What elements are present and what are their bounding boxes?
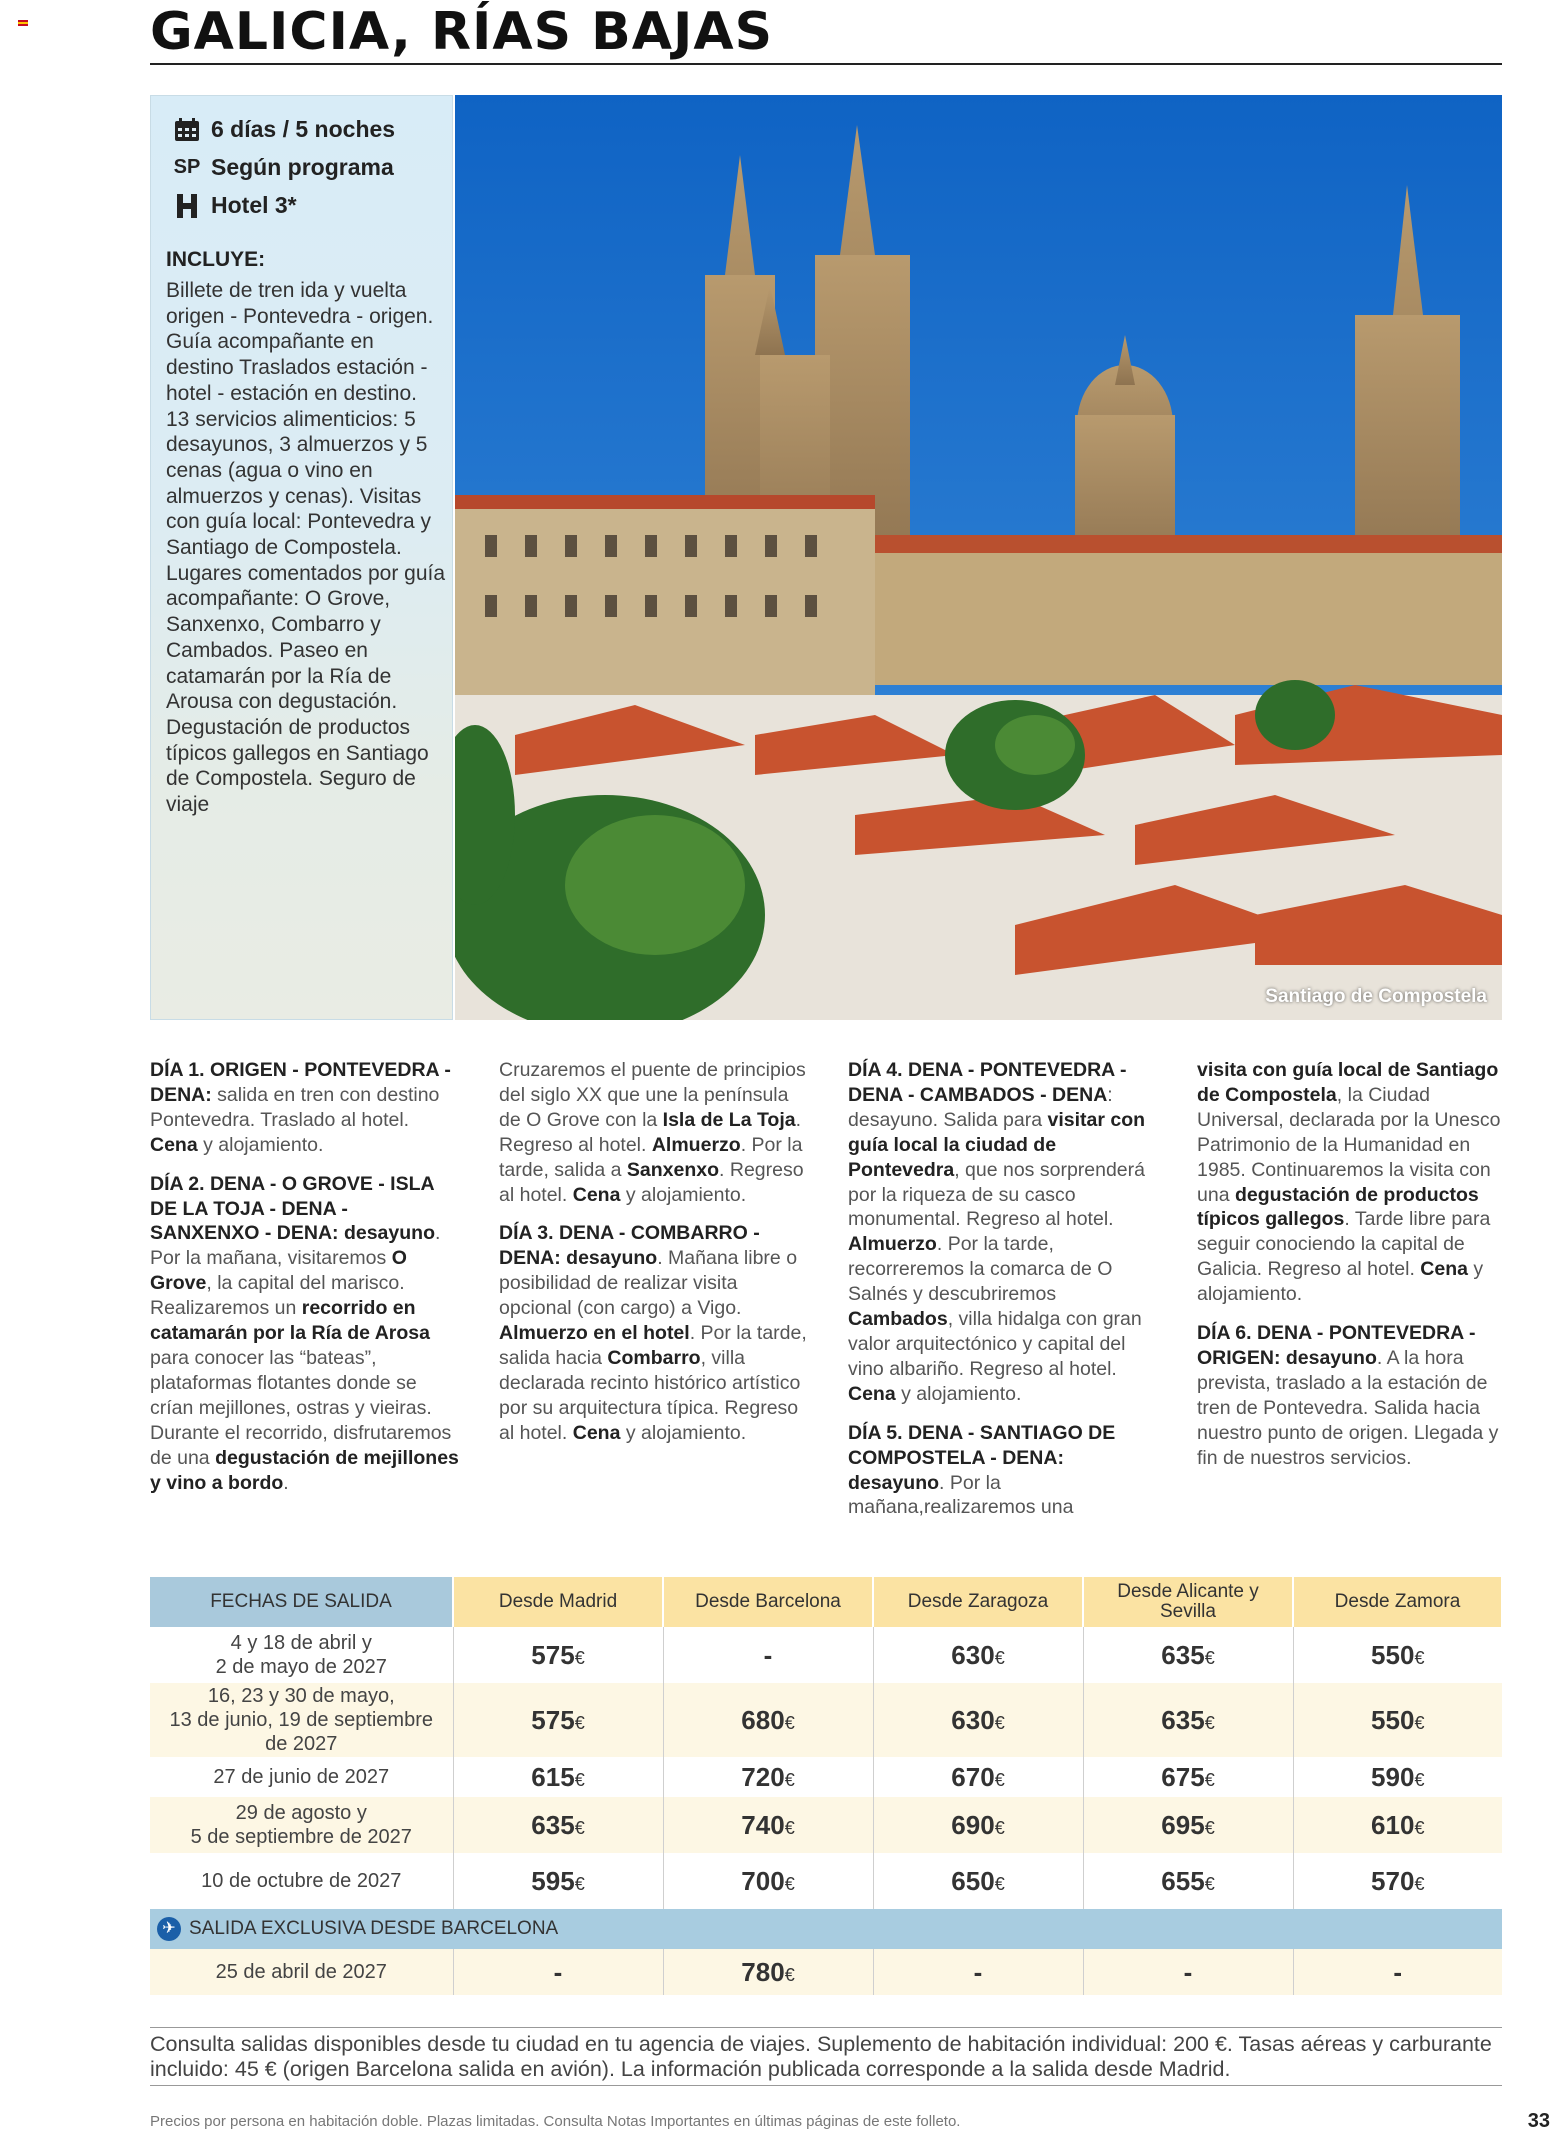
day-1-bold: Cena bbox=[150, 1133, 198, 1156]
currency-symbol: € bbox=[784, 1964, 795, 1985]
header-zamora: Desde Zamora bbox=[1293, 1577, 1502, 1627]
departure-date: 27 de junio de 2027 bbox=[150, 1757, 453, 1797]
day-4-bold: Almuerzo bbox=[848, 1233, 937, 1256]
currency-symbol: € bbox=[1414, 1712, 1425, 1733]
includes-text: Billete de tren ida y vuelta origen - Pontevedra - origen. Guía acompañante en destino Traslados estación - hotel - estación en destino. 13 servicios alimenticios: 5 desayunos, 3 almuerzos y 5 cenas (agua o vino en almuerzos y cenas). Visitas con guía local: Pontevedra y Santiago de Compostela. Lugares comentados por guía acompañante: O Grove, Sanxenxo, Combarro y Cambados. Paseo en catamarán por la Ría de Arousa con degustación. Degustación de productos típicos gallegos en Santiago de Compostela. Seguro de viaje bbox=[166, 279, 446, 817]
day-2-text: Cruzaremos el puente de principios del siglo XX que une la península de O Grove con la bbox=[499, 1059, 806, 1131]
currency-symbol: € bbox=[574, 1647, 585, 1668]
hotel-icon bbox=[173, 193, 201, 219]
itinerary-col-2 bbox=[499, 1058, 811, 1460]
currency-symbol: € bbox=[994, 1712, 1005, 1733]
day-3-text: y alojamiento. bbox=[625, 1421, 747, 1444]
day-2-text: para conocer las “bateas”, plataformas flotantes donde se crían mejillones, ostras y vieiras. Durante el recorrido, disfrutaremos de una bbox=[150, 1346, 452, 1469]
currency-symbol: € bbox=[994, 1873, 1005, 1894]
price-row bbox=[150, 1949, 1502, 1995]
price-cell: 680€ bbox=[663, 1683, 873, 1757]
spec-hotel bbox=[173, 192, 297, 219]
day-5-text: y alojamiento. bbox=[1197, 1258, 1484, 1306]
price-row bbox=[150, 1853, 1502, 1909]
price-cell: 695€ bbox=[1083, 1797, 1293, 1853]
day-3-text: . Mañana libre o posibilidad de realizar visita opcional (con cargo) a Vigo. bbox=[499, 1247, 798, 1320]
currency-symbol: € bbox=[784, 1769, 795, 1790]
price-body bbox=[150, 1627, 1502, 1995]
day-2-text: y alojamiento. bbox=[625, 1183, 747, 1206]
itinerary-col-1 bbox=[150, 1058, 462, 1509]
currency-symbol: € bbox=[1414, 1769, 1425, 1790]
exclusive-departure-band bbox=[150, 1909, 1502, 1949]
page-number: 33 bbox=[1527, 2110, 1550, 2132]
price-row bbox=[150, 1683, 1502, 1757]
currency-symbol: € bbox=[574, 1712, 585, 1733]
currency-symbol: € bbox=[1204, 1712, 1215, 1733]
departure-date: 10 de octubre de 2027 bbox=[150, 1853, 453, 1909]
day-2-text: . Regreso al hotel. bbox=[499, 1108, 802, 1156]
departure-date: 16, 23 y 30 de mayo, 13 de junio, 19 de septiembre de 2027 bbox=[150, 1683, 453, 1757]
price-cell: 590€ bbox=[1371, 1761, 1425, 1792]
day-6-bold: : desayuno bbox=[1273, 1346, 1377, 1369]
price-cell: - bbox=[453, 1949, 663, 1995]
currency-symbol: € bbox=[1414, 1873, 1425, 1894]
departure-date: 29 de agosto y 5 de septiembre de 2027 bbox=[150, 1797, 453, 1853]
calendar-icon bbox=[173, 117, 201, 143]
day-3-bold: Cena bbox=[572, 1421, 621, 1444]
footnote: Precios por persona en habitación doble. Plazas limitadas. Consulta Notas Importantes en últimas páginas de este folleto. bbox=[150, 2113, 961, 2130]
price-cell: 675€ bbox=[1083, 1757, 1293, 1797]
price-row bbox=[150, 1627, 1502, 1683]
day-4-title: DÍA 4. DENA - PONTEVEDRA - DENA - CAMBADOS - DENA bbox=[848, 1059, 1127, 1106]
currency-symbol: € bbox=[1204, 1647, 1215, 1668]
day-5-title: DÍA 5. DENA - SANTIAGO DE COMPOSTELA - DENA: desayuno bbox=[848, 1421, 1116, 1494]
cathedral-photo bbox=[455, 95, 1502, 1020]
day-4-bold: visitar con guía local la ciudad de Pontevedra bbox=[848, 1108, 1146, 1181]
currency-symbol: € bbox=[994, 1647, 1005, 1668]
day-2-text: . Regreso al hotel. bbox=[499, 1158, 804, 1206]
price-cell: 575€ bbox=[453, 1683, 663, 1757]
currency-symbol: € bbox=[1414, 1647, 1425, 1668]
price-cell: - bbox=[1083, 1949, 1293, 1995]
price-cell: 670€ bbox=[873, 1757, 1083, 1797]
day-5-bold: degustación de productos típicos gallegos bbox=[1197, 1183, 1479, 1231]
flag-icon bbox=[18, 20, 28, 26]
currency-symbol: € bbox=[784, 1712, 795, 1733]
day-3-bold: Combarro bbox=[607, 1346, 701, 1369]
itinerary-col-4 bbox=[1197, 1058, 1509, 1485]
day-2-cont bbox=[499, 1058, 811, 1207]
price-cell: - bbox=[663, 1627, 873, 1683]
spec-label: 6 días / 5 noches bbox=[211, 116, 396, 142]
day-5-text: , la Ciudad Universal, declarada por la Unesco Patrimonio de la Humanidad en 1985. Continuaremos la visita con una bbox=[1197, 1083, 1501, 1206]
day-2-bold: Isla de La Toja bbox=[662, 1108, 796, 1131]
day-5 bbox=[848, 1421, 1160, 1521]
day-2-bold: Almuerzo bbox=[651, 1133, 741, 1156]
currency-symbol: € bbox=[1414, 1817, 1425, 1838]
currency-symbol: € bbox=[784, 1873, 795, 1894]
price-header-row bbox=[150, 1577, 1502, 1627]
day-5-text: . Por la mañana,realizaremos una bbox=[848, 1471, 1074, 1519]
day-5-bold: visita con guía local de Santiago de Compostela bbox=[1197, 1059, 1499, 1106]
price-cell: 720€ bbox=[663, 1757, 873, 1797]
day-4-text: , que nos sorprenderá por la riqueza de su casco monumental. Regreso al hotel. bbox=[848, 1158, 1145, 1231]
currency-symbol: € bbox=[574, 1873, 585, 1894]
price-cell: 575€ bbox=[453, 1627, 663, 1683]
price-cell: 630€ bbox=[873, 1627, 1083, 1683]
price-row bbox=[150, 1757, 1502, 1797]
header-barcelona: Desde Barcelona bbox=[663, 1577, 873, 1627]
price-cell: - bbox=[1293, 1949, 1502, 1995]
itinerary bbox=[150, 1058, 1502, 1548]
day-3-bold: Almuerzo en el hotel bbox=[499, 1322, 690, 1345]
plane-icon: ✈ bbox=[157, 1917, 181, 1941]
day-4-bold: Cena bbox=[848, 1382, 896, 1405]
day-1 bbox=[150, 1058, 462, 1158]
day-1-text-2: y alojamiento. bbox=[203, 1133, 324, 1156]
spec-label: Según programa bbox=[211, 154, 394, 180]
price-row bbox=[150, 1797, 1502, 1853]
day-5-cont bbox=[1197, 1058, 1509, 1307]
day-2-text: . Por la tarde, salida a bbox=[499, 1133, 803, 1181]
currency-symbol: € bbox=[994, 1817, 1005, 1838]
price-cell: 635€ bbox=[453, 1797, 663, 1853]
currency-symbol: € bbox=[574, 1817, 585, 1838]
departure-date: 4 y 18 de abril y 2 de mayo de 2027 bbox=[150, 1627, 453, 1683]
price-cell: - bbox=[873, 1949, 1083, 1995]
price-cell: 635€ bbox=[1083, 1627, 1293, 1683]
price-cell: 550€ bbox=[1293, 1683, 1502, 1757]
currency-symbol: € bbox=[1204, 1817, 1215, 1838]
day-2-bold: recorrido en catamarán por la Ría de Arosa bbox=[150, 1297, 430, 1345]
day-2-text: . Por la mañana, visitaremos bbox=[150, 1222, 441, 1270]
conditions-note: Consulta salidas disponibles desde tu ciudad en tu agencia de viajes. Suplemento de habitación individual: 200 €. Tasas aéreas y carburante incluido: 45 € (origen Barcelona salida en avión). La información publicada corresponde a la salida desde Madrid. bbox=[150, 2027, 1502, 2086]
day-3-title: DÍA 3. DENA - COMBARRO - DENA: bbox=[499, 1222, 760, 1270]
day-4-text: : desayuno. Salida para bbox=[848, 1083, 1113, 1131]
day-2-bold: desayuno bbox=[343, 1222, 435, 1245]
price-table bbox=[150, 1577, 1503, 1995]
price-cell: 615€ bbox=[453, 1757, 663, 1797]
day-2-text: . bbox=[283, 1471, 289, 1494]
day-5-bold: Cena bbox=[1420, 1258, 1468, 1281]
day-3 bbox=[499, 1221, 811, 1445]
day-3-bold: desayuno bbox=[566, 1247, 658, 1270]
photo-caption: Santiago de Compostela bbox=[1265, 986, 1487, 1007]
itinerary-col-3 bbox=[848, 1058, 1160, 1534]
day-4-text: , villa hidalga con gran valor arquitectónico y capital del vino albariño. Regreso al hotel. bbox=[848, 1308, 1142, 1380]
price-cell: 690€ bbox=[873, 1797, 1083, 1853]
day-6-title: DÍA 6. DENA - PONTEVEDRA - ORIGEN bbox=[1197, 1322, 1476, 1369]
price-cell: 630€ bbox=[873, 1683, 1083, 1757]
price-cell: 570€ bbox=[1371, 1865, 1425, 1896]
day-3-text: , villa declarada recinto histórico artístico por su arquitectura típica. Regreso al hotel. bbox=[499, 1346, 801, 1444]
price-cell: 740€ bbox=[663, 1797, 873, 1853]
day-1-title: DÍA 1. ORIGEN - PONTEVEDRA - DENA: bbox=[150, 1059, 451, 1106]
exclusive-departure-label: ✈ SALIDA EXCLUSIVA DESDE BARCELONA bbox=[150, 1909, 1502, 1949]
price-cell: 780€ bbox=[663, 1949, 873, 1995]
day-2-bold: degustación de mejillones y vino a bordo bbox=[150, 1446, 459, 1494]
day-2-text: , la capital del marisco. Realizaremos un bbox=[150, 1272, 405, 1320]
price-cell: 650€ bbox=[873, 1853, 1083, 1909]
currency-symbol: € bbox=[994, 1769, 1005, 1790]
day-3-text: . Por la tarde, salida hacia bbox=[499, 1322, 807, 1369]
sp-icon: SP bbox=[173, 156, 201, 178]
info-box bbox=[150, 95, 453, 1020]
spec-duration bbox=[173, 116, 395, 143]
day-4-text: y alojamiento. bbox=[901, 1382, 1022, 1405]
price-cell: 635€ bbox=[1083, 1683, 1293, 1757]
day-4-text: . Por la tarde, recorreremos la comarca de O Salnés y descubriremos bbox=[848, 1233, 1113, 1306]
day-2 bbox=[150, 1172, 462, 1496]
day-2-title: DÍA 2. DENA - O GROVE - ISLA DE LA TOJA - DENA - SANXENXO - DENA: bbox=[150, 1172, 434, 1245]
day-4 bbox=[848, 1058, 1160, 1407]
currency-symbol: € bbox=[784, 1817, 795, 1838]
price-cell: 595€ bbox=[453, 1853, 663, 1909]
currency-symbol: € bbox=[1204, 1873, 1215, 1894]
spec-label: Hotel 3* bbox=[211, 192, 297, 218]
header-alicante-sevilla: Desde Alicante y Sevilla bbox=[1083, 1577, 1293, 1627]
header-madrid: Desde Madrid bbox=[453, 1577, 663, 1627]
header-dates: FECHAS DE SALIDA bbox=[150, 1577, 453, 1627]
day-4-bold: Cambados bbox=[848, 1308, 948, 1331]
header-zaragoza: Desde Zaragoza bbox=[873, 1577, 1083, 1627]
day-6 bbox=[1197, 1321, 1509, 1470]
price-cell: 550€ bbox=[1371, 1639, 1425, 1670]
price-cell: 655€ bbox=[1083, 1853, 1293, 1909]
day-2-bold: O Grove bbox=[150, 1247, 407, 1295]
day-6-text: . A la hora prevista, traslado a la estación de tren de Pontevedra. Salida hacia nuestro punto de origen. Llegada y fin de nuestros servicios. bbox=[1197, 1346, 1499, 1469]
page-title: GALICIA, RÍAS BAJAS bbox=[150, 2, 774, 62]
day-2-bold: Sanxenxo bbox=[626, 1158, 720, 1181]
day-1-text: salida en tren con destino Pontevedra. Traslado al hotel. bbox=[150, 1083, 440, 1131]
spec-program bbox=[173, 154, 394, 181]
includes-title: INCLUYE: bbox=[166, 248, 266, 271]
title-rule bbox=[150, 63, 1502, 65]
price-cell: 610€ bbox=[1293, 1797, 1502, 1853]
day-2-bold: Cena bbox=[572, 1183, 621, 1206]
departure-date: 25 de abril de 2027 bbox=[150, 1949, 453, 1995]
price-cell: 700€ bbox=[663, 1853, 873, 1909]
currency-symbol: € bbox=[574, 1769, 585, 1790]
currency-symbol: € bbox=[1204, 1769, 1215, 1790]
day-5-text: . Tarde libre para seguir conociendo la capital de Galicia. Regreso al hotel. bbox=[1197, 1208, 1491, 1281]
